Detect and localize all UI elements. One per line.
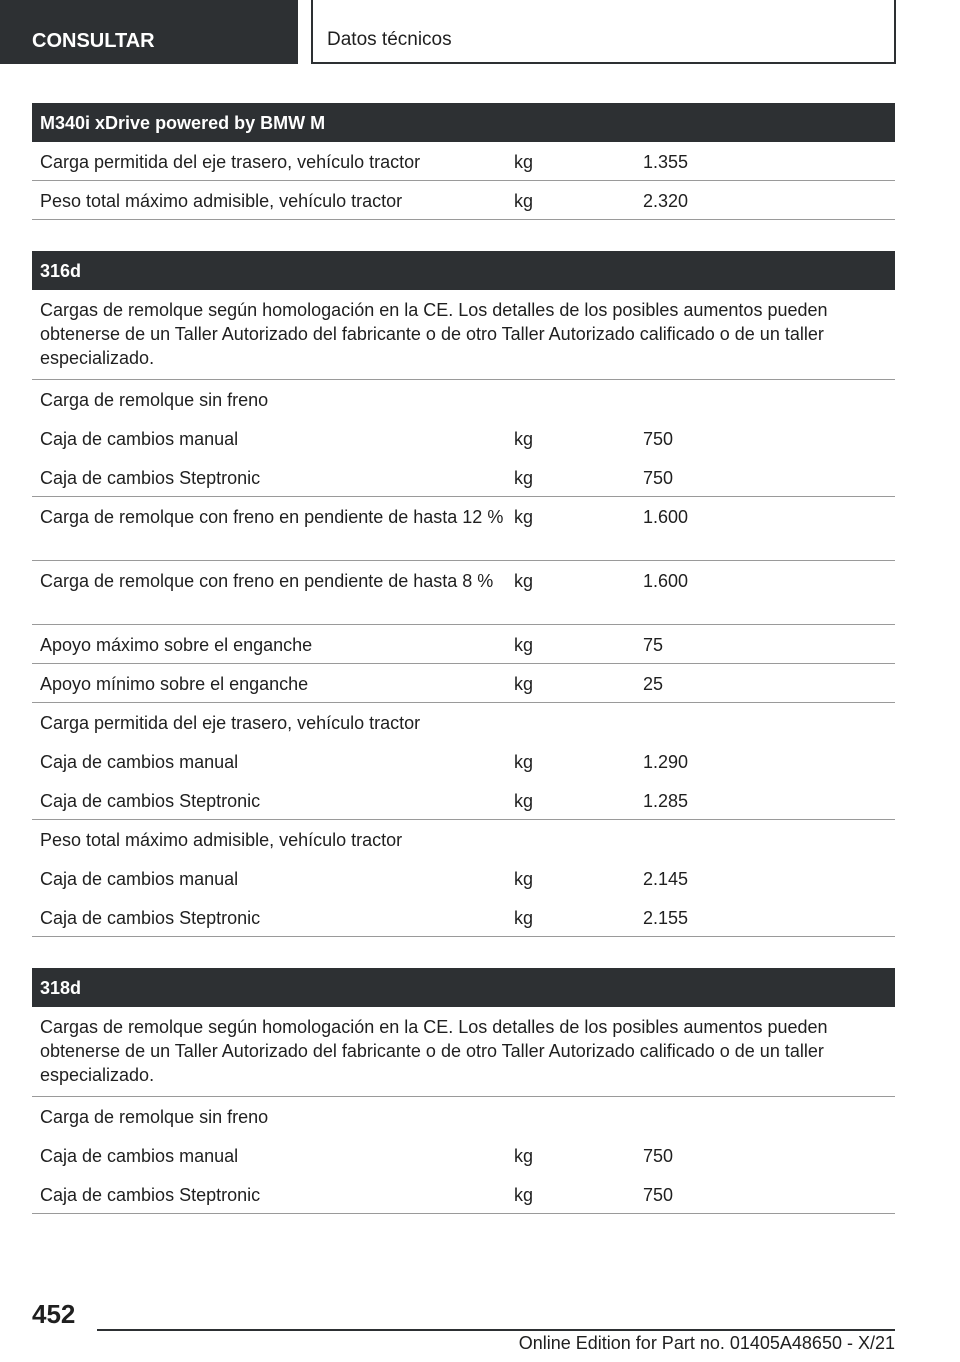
section-title: 316d (32, 251, 895, 290)
table-row (32, 458, 895, 497)
row-value: 25 (643, 674, 664, 694)
row-label: Caja de cambios Steptronic (40, 1185, 261, 1205)
row-label: Caja de cambios manual (40, 752, 239, 772)
spec-section-318d (32, 968, 895, 1214)
row-label: Carga de remolque sin freno (40, 1107, 269, 1127)
row-unit: kg (514, 152, 534, 172)
row-unit: kg (514, 429, 534, 449)
footer-divider (97, 1329, 895, 1331)
spec-section-m340i (32, 103, 895, 220)
table-row (32, 1136, 895, 1175)
row-label: Caja de cambios Steptronic (40, 468, 261, 488)
row-unit: kg (514, 571, 534, 591)
row-label: Caja de cambios manual (40, 429, 239, 449)
row-unit (508, 828, 636, 859)
row-unit: kg (514, 674, 534, 694)
table-row (32, 859, 895, 898)
row-label: Caja de cambios Steptronic (40, 791, 261, 811)
row-value: 2.320 (643, 191, 689, 211)
row-label: Carga de remolque con freno en pendiente de hasta 8 % (40, 571, 494, 591)
table-row (32, 181, 895, 220)
row-value: 1.290 (643, 752, 689, 772)
row-label: Apoyo mínimo sobre el enganche (40, 674, 309, 694)
row-label: Caja de cambios manual (40, 869, 239, 889)
row-unit (508, 1105, 636, 1136)
row-unit: kg (514, 635, 534, 655)
row-value: 1.600 (643, 507, 689, 527)
row-label: Carga permitida del eje trasero, vehículo tractor (40, 713, 421, 733)
row-value: 750 (643, 468, 674, 488)
section-intro: Cargas de remolque según homologación en la CE. Los detalles de los posibles aumentos pueden obtenerse de un Taller Autorizado del fabricante o de otro Taller Autorizado calificado o de un taller especializado. (32, 290, 895, 380)
table-row (32, 497, 895, 561)
row-label: Caja de cambios Steptronic (40, 908, 261, 928)
row-unit: kg (514, 468, 534, 488)
row-unit (508, 711, 636, 742)
edition-note: Online Edition for Part no. 01405A48650 - X/21 (518, 1333, 895, 1353)
row-unit (508, 388, 636, 419)
spec-content (32, 103, 895, 1245)
row-label: Carga de remolque sin freno (40, 390, 269, 410)
table-row (32, 142, 895, 181)
row-label: Carga de remolque con freno en pendiente de hasta 12 % (40, 507, 504, 527)
row-label: Carga permitida del eje trasero, vehículo tractor (40, 152, 421, 172)
row-value: 750 (643, 1146, 674, 1166)
row-unit: kg (514, 791, 534, 811)
row-label: Peso total máximo admisible, vehículo tractor (40, 830, 403, 850)
row-unit: kg (514, 1146, 534, 1166)
row-label: Peso total máximo admisible, vehículo tractor (40, 191, 403, 211)
row-unit: kg (514, 752, 534, 772)
row-unit: kg (514, 507, 534, 527)
row-label: Apoyo máximo sobre el enganche (40, 635, 313, 655)
row-value (636, 711, 895, 742)
chapter-title: Datos técnicos (327, 29, 452, 50)
row-value: 2.155 (643, 908, 689, 928)
row-value (636, 1105, 895, 1136)
row-unit: kg (514, 191, 534, 211)
row-value: 1.600 (643, 571, 689, 591)
section-tab[interactable] (0, 0, 298, 64)
row-value: 750 (643, 429, 674, 449)
table-row (32, 781, 895, 820)
table-row (32, 1175, 895, 1214)
row-value (636, 828, 895, 859)
row-label: Caja de cambios manual (40, 1146, 239, 1166)
table-row (32, 742, 895, 781)
table-row (32, 664, 895, 703)
section-title: M340i xDrive powered by BMW M (32, 103, 895, 142)
row-value: 75 (643, 635, 664, 655)
chapter-header (311, 0, 896, 64)
table-row (32, 1097, 895, 1136)
row-unit: kg (514, 908, 534, 928)
table-row (32, 898, 895, 937)
section-label: CONSULTAR (32, 30, 155, 52)
row-unit: kg (514, 1185, 534, 1205)
spec-section-316d (32, 251, 895, 937)
row-value (636, 388, 895, 419)
table-row (32, 419, 895, 458)
page-number: 452 (32, 1299, 76, 1329)
table-row (32, 625, 895, 664)
table-row (32, 380, 895, 419)
table-row (32, 561, 895, 625)
row-value: 1.355 (643, 152, 689, 172)
section-intro: Cargas de remolque según homologación en la CE. Los detalles de los posibles aumentos pueden obtenerse de un Taller Autorizado del fabricante o de otro Taller Autorizado calificado o de un taller especializado. (32, 1007, 895, 1097)
row-value: 750 (643, 1185, 674, 1205)
section-title: 318d (32, 968, 895, 1007)
table-row (32, 820, 895, 859)
table-row (32, 703, 895, 742)
row-value: 1.285 (643, 791, 689, 811)
row-unit: kg (514, 869, 534, 889)
row-value: 2.145 (643, 869, 689, 889)
